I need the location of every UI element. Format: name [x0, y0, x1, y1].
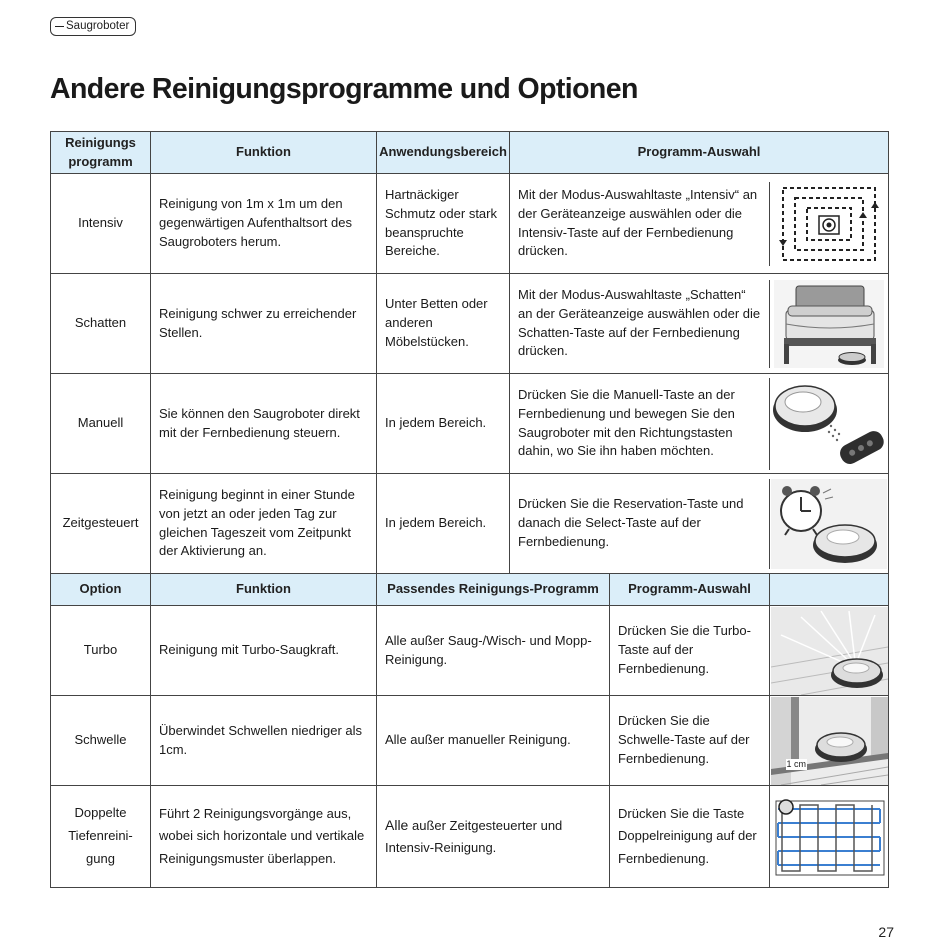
option-name: Turbo	[51, 606, 151, 696]
program-name: Manuell	[51, 374, 151, 474]
program-selection-cell	[510, 274, 889, 374]
table-row	[51, 786, 889, 888]
alarm-clock-robot-icon	[771, 479, 887, 569]
program-selection-cell	[510, 374, 889, 474]
program-selection: Drücken Sie die Manuell-Taste an der Fernbedienung und bewegen Sie den Saugroboter mit den Richtungstasten dahin, wo Sie ihn haben möchten.	[510, 378, 770, 470]
program-area: In jedem Bereich.	[377, 374, 510, 474]
header-matching-program: Passendes Reinigungs-Programm	[377, 574, 610, 606]
program-name: Schatten	[51, 274, 151, 374]
option-image-cell	[770, 696, 889, 786]
program-function: Reinigung schwer zu erreichender Stellen.	[151, 274, 377, 374]
bed-robot-icon	[774, 280, 884, 368]
option-image-cell	[770, 786, 889, 888]
option-selection: Drücken Sie die Turbo-Taste auf der Fernbedienung.	[610, 606, 770, 696]
program-selection: Mit der Modus-Auswahltaste „Schatten“ an der Geräteanzeige auswählen oder die Schatten-Taste auf der Fernbedienung drücken.	[510, 280, 770, 368]
header-selection: Programm-Auswahl	[510, 132, 889, 174]
option-program-cell	[377, 786, 610, 888]
dash-icon	[55, 26, 64, 27]
header-option: Option	[51, 574, 151, 606]
grid-pattern-icon	[772, 797, 886, 877]
header-selection: Programm-Auswahl	[610, 574, 770, 606]
table-row	[51, 374, 889, 474]
program-name: Zeitgesteuert	[51, 474, 151, 574]
program-selection: Drücken Sie die Reservation-Taste und danach die Select-Taste auf der Fernbedienung.	[510, 479, 770, 569]
table-row	[51, 474, 889, 574]
option-selection: Drücken Sie die Taste Doppelreinigung auf der Fernbedienung.	[610, 786, 770, 888]
header-function: Funktion	[151, 574, 377, 606]
header-area: Anwendungsbereich	[377, 132, 510, 174]
section-tag	[50, 17, 136, 36]
remote-control-robot-icon	[771, 378, 887, 470]
programs-header-row	[51, 132, 889, 174]
program-selection: Mit der Modus-Auswahltaste „Intensiv“ an der Geräteanzeige auswählen oder die Intensiv-Taste auf der Fernbedienung drücken.	[510, 182, 770, 266]
option-program: Alle außer Saug-/Wisch- und Mopp-Reinigung.	[377, 606, 610, 696]
page-title: Andere Reinigungsprogramme und Optionen	[50, 73, 638, 105]
table-row	[51, 174, 889, 274]
header-empty	[770, 574, 889, 606]
threshold-robot-icon	[771, 697, 888, 785]
option-selection: Drücken Sie die Schwelle-Taste auf der Fernbedienung.	[610, 696, 770, 786]
program-area: Hartnäckiger Schmutz oder stark beanspruchte Bereiche.	[377, 174, 510, 274]
option-program-lead: Alle	[385, 816, 409, 833]
header-function: Funktion	[151, 132, 377, 174]
table-row	[51, 606, 889, 696]
program-area: Unter Betten oder anderen Möbelstücken.	[377, 274, 510, 374]
turbo-robot-icon	[771, 607, 888, 695]
program-selection-cell	[510, 174, 889, 274]
option-program: außer Zeitgesteuerter und Intensiv-Reinigung.	[385, 817, 563, 856]
table-row	[51, 274, 889, 374]
option-function: Reinigung mit Turbo-Saugkraft.	[151, 606, 377, 696]
option-function: Führt 2 Reinigungsvorgänge aus, wobei sich horizontale und vertikale Reinigungsmuster überlappen.	[151, 786, 377, 888]
program-function: Reinigung von 1m x 1m um den gegenwärtigen Aufenthaltsort des Saugroboters herum.	[151, 174, 377, 274]
option-program: Alle außer manueller Reinigung.	[377, 696, 610, 786]
threshold-label: 1 cm	[786, 758, 807, 769]
program-function: Reinigung beginnt in einer Stunde von jetzt an oder jeden Tag zur gleichen Tageszeit vom Zeitpunkt der Aktivierung an.	[151, 474, 377, 574]
program-area: In jedem Bereich.	[377, 474, 510, 574]
table-row	[51, 696, 889, 786]
programs-options-table	[50, 131, 889, 888]
page-number: 27	[878, 924, 894, 940]
option-name: Schwelle	[51, 696, 151, 786]
header-program: Reinigungs programm	[51, 132, 151, 174]
option-image-cell	[770, 606, 889, 696]
program-name: Intensiv	[51, 174, 151, 274]
option-function: Überwindet Schwellen niedriger als 1cm.	[151, 696, 377, 786]
spiral-pattern-icon	[777, 182, 881, 266]
section-tag-label: Saugroboter	[66, 20, 130, 32]
program-function: Sie können den Saugroboter direkt mit der Fernbedienung steuern.	[151, 374, 377, 474]
program-selection-cell	[510, 474, 889, 574]
options-header-row	[51, 574, 889, 606]
option-name: Doppelte Tiefenreini- gung	[51, 786, 151, 888]
